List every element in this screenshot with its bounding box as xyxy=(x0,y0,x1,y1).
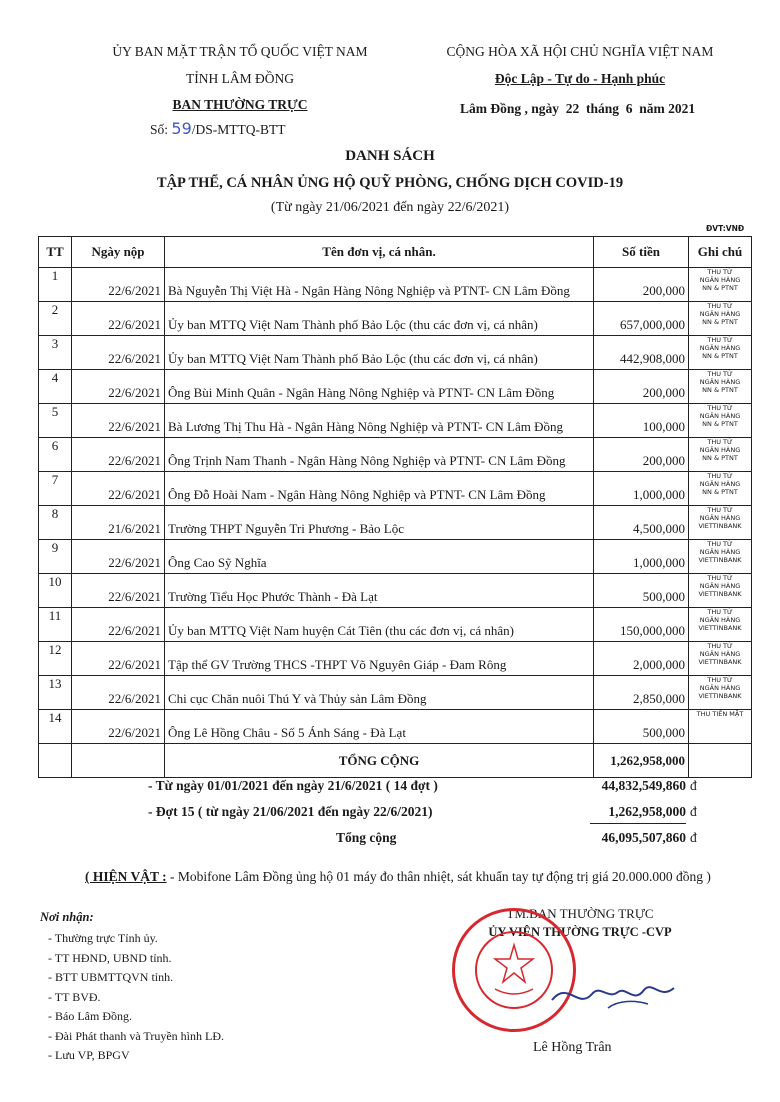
row-note xyxy=(689,336,752,370)
total-label: TỔNG CỘNG xyxy=(165,744,594,778)
row-note xyxy=(689,574,752,608)
row-note-line: NGÂN HÀNG xyxy=(699,650,741,658)
row-date: 22/6/2021 xyxy=(72,710,165,744)
row-note xyxy=(689,268,752,302)
col-date: Ngày nộp xyxy=(72,237,165,268)
row-note-line: NN & PTNT xyxy=(702,488,738,496)
row-number: 13 xyxy=(39,676,72,710)
col-name: Tên đơn vị, cá nhân. xyxy=(165,237,594,268)
row-number: 14 xyxy=(39,710,72,744)
row-note-line: THU TỪ xyxy=(707,574,733,582)
row-number: 12 xyxy=(39,642,72,676)
row-note xyxy=(689,540,752,574)
recipient-item: - Thường trực Tỉnh ủy. xyxy=(48,931,158,945)
row-number: 5 xyxy=(39,404,72,438)
row-name: Bà Lương Thị Thu Hà - Ngân Hàng Nông Nghiệp và PTNT- CN Lâm Đồng xyxy=(165,404,594,438)
signature-title-2: ỦY VIÊN THƯỜNG TRỰC -CVP xyxy=(488,925,672,939)
row-name: Ủy ban MTTQ Việt Nam Thành phố Bảo Lộc (thu các đơn vị, cá nhân) xyxy=(165,336,594,370)
row-note-line: THU TỪ xyxy=(707,268,733,276)
summary-line-2-label: - Đợt 15 ( từ ngày 21/06/2021 đến ngày 22/6/2021) xyxy=(148,804,433,819)
row-number: 6 xyxy=(39,438,72,472)
row-date: 22/6/2021 xyxy=(72,268,165,302)
row-number: 11 xyxy=(39,608,72,642)
donation-table xyxy=(38,236,752,778)
place-date: Lâm Đồng , ngày 22 tháng 6 năm 2021 xyxy=(460,101,696,116)
signer-name: Lê Hồng Trân xyxy=(533,1040,612,1055)
nation-motto: Độc Lập - Tự do - Hạnh phúc xyxy=(494,71,666,86)
table-row xyxy=(39,642,752,676)
row-note xyxy=(689,438,752,472)
row-note-line: NGÂN HÀNG xyxy=(699,684,741,692)
row-number: 9 xyxy=(39,540,72,574)
recipient-item: - Lưu VP, BPGV xyxy=(48,1048,130,1062)
row-note-line: THU TỪ xyxy=(707,540,733,548)
row-note-line: NGÂN HÀNG xyxy=(699,582,741,590)
row-amount: 200,000 xyxy=(594,438,689,472)
table-row xyxy=(39,506,752,540)
row-note xyxy=(689,506,752,540)
row-note-line: VIETTINBANK xyxy=(698,522,742,530)
row-name: Bà Nguyễn Thị Việt Hà - Ngân Hàng Nông Nghiệp và PTNT- CN Lâm Đồng xyxy=(165,268,594,302)
row-number: 4 xyxy=(39,370,72,404)
row-amount: 500,000 xyxy=(594,710,689,744)
table-row xyxy=(39,472,752,506)
total-row xyxy=(39,744,752,778)
row-note-line: NGÂN HÀNG xyxy=(699,412,741,420)
currency-symbol-3: đ xyxy=(690,830,697,845)
signature-title-1: TM.BAN THƯỜNG TRỰC xyxy=(506,906,654,921)
row-number: 8 xyxy=(39,506,72,540)
row-note xyxy=(689,710,752,744)
doc-title: DANH SÁCH xyxy=(345,148,435,164)
recipients-list xyxy=(48,929,224,1066)
table-row xyxy=(39,302,752,336)
row-note-line: NGÂN HÀNG xyxy=(699,276,741,284)
recipient-item: - Đài Phát thanh và Truyền hình LĐ. xyxy=(48,1028,224,1043)
row-note-line: VIETTINBANK xyxy=(698,658,742,666)
summary-total-label: Tổng cộng xyxy=(336,830,397,845)
total-value: 1,262,958,000 xyxy=(594,744,689,778)
row-date: 22/6/2021 xyxy=(72,676,165,710)
row-note-line: THU TỪ xyxy=(707,676,733,684)
doc-subtitle: TẬP THỂ, CÁ NHÂN ỦNG HỘ QUỸ PHÒNG, CHỐNG DỊCH COVID-19 xyxy=(156,175,624,191)
row-amount: 150,000,000 xyxy=(594,608,689,642)
table-header-row xyxy=(39,237,752,268)
row-note-line: NN & PTNT xyxy=(702,352,738,360)
row-note-line: NN & PTNT xyxy=(702,386,738,394)
row-amount: 2,000,000 xyxy=(594,642,689,676)
table-row xyxy=(39,370,752,404)
table-row xyxy=(39,268,752,302)
row-note-line: THU TỪ xyxy=(707,438,733,446)
table-row xyxy=(39,676,752,710)
row-note-line: NGÂN HÀNG xyxy=(699,446,741,454)
summary-line-2-value: 1,262,958,000 xyxy=(608,804,686,819)
currency-symbol-1: đ xyxy=(690,778,697,793)
row-note-line: THU TỪ xyxy=(707,472,733,480)
row-note-line: NGÂN HÀNG xyxy=(699,344,741,352)
table-row xyxy=(39,574,752,608)
summary-total-value: 46,095,507,860 xyxy=(601,830,686,845)
row-date: 22/6/2021 xyxy=(72,472,165,506)
row-date: 22/6/2021 xyxy=(72,370,165,404)
row-note-line: THU TỪ xyxy=(707,608,733,616)
row-date: 22/6/2021 xyxy=(72,438,165,472)
row-date: 22/6/2021 xyxy=(72,608,165,642)
row-amount: 500,000 xyxy=(594,574,689,608)
row-note-line: NGÂN HÀNG xyxy=(699,616,741,624)
row-date: 22/6/2021 xyxy=(72,302,165,336)
in-kind-note xyxy=(85,869,711,885)
row-note-line: VIETTINBANK xyxy=(698,624,742,632)
org-line-3: BAN THƯỜNG TRỰC xyxy=(172,97,308,112)
table-row xyxy=(39,710,752,744)
row-note-line: NGÂN HÀNG xyxy=(699,480,741,488)
recipient-item: - TT HĐND, UBND tỉnh. xyxy=(48,950,172,965)
row-date: 22/6/2021 xyxy=(72,574,165,608)
row-note-line: NGÂN HÀNG xyxy=(699,548,741,556)
row-note-line: THU TỪ xyxy=(707,370,733,378)
row-amount: 1,000,000 xyxy=(594,472,689,506)
row-note-line: NGÂN HÀNG xyxy=(699,310,741,318)
row-number: 10 xyxy=(39,574,72,608)
table-row xyxy=(39,608,752,642)
org-line-2: TỈNH LÂM ĐỒNG xyxy=(186,71,294,86)
row-note-line: THU TỪ xyxy=(707,506,733,514)
row-note xyxy=(689,608,752,642)
summary-divider xyxy=(590,823,686,824)
row-date: 22/6/2021 xyxy=(72,336,165,370)
row-note xyxy=(689,302,752,336)
row-number: 3 xyxy=(39,336,72,370)
row-date: 22/6/2021 xyxy=(72,404,165,438)
row-note xyxy=(689,472,752,506)
row-amount: 200,000 xyxy=(594,370,689,404)
row-amount: 4,500,000 xyxy=(594,506,689,540)
table-row xyxy=(39,336,752,370)
row-name: Trường Tiểu Học Phước Thành - Đà Lạt xyxy=(165,574,594,608)
row-note-line: NN & PTNT xyxy=(702,318,738,326)
row-note-line: THU TỪ xyxy=(707,302,733,310)
row-note-line: NN & PTNT xyxy=(702,284,738,292)
row-note xyxy=(689,642,752,676)
row-amount: 2,850,000 xyxy=(594,676,689,710)
col-tt: TT xyxy=(39,237,72,268)
signature-scribble-icon xyxy=(548,970,688,1020)
currency-unit: ĐVT:VNĐ xyxy=(706,224,745,233)
row-note-line: NGÂN HÀNG xyxy=(699,514,741,522)
org-line-1: ỦY BAN MẶT TRẬN TỔ QUỐC VIỆT NAM xyxy=(112,44,368,59)
currency-symbol-2: đ xyxy=(690,804,697,819)
table-row xyxy=(39,404,752,438)
row-number: 2 xyxy=(39,302,72,336)
recipient-item: - TT BVĐ. xyxy=(48,989,101,1004)
row-name: Ông Đỗ Hoài Nam - Ngân Hàng Nông Nghiệp và PTNT- CN Lâm Đồng xyxy=(165,472,594,506)
row-name: Ủy ban MTTQ Việt Nam Thành phố Bảo Lộc (thu các đơn vị, cá nhân) xyxy=(165,302,594,336)
row-note xyxy=(689,676,752,710)
row-date: 21/6/2021 xyxy=(72,506,165,540)
summary-line-1-value: 44,832,549,860 xyxy=(601,778,686,793)
row-note xyxy=(689,370,752,404)
col-amount: Số tiền xyxy=(594,237,689,268)
row-amount: 657,000,000 xyxy=(594,302,689,336)
recipients-title: Nơi nhận: xyxy=(40,910,94,924)
row-note-line: THU TỪ xyxy=(707,336,733,344)
row-date: 22/6/2021 xyxy=(72,540,165,574)
row-amount: 442,908,000 xyxy=(594,336,689,370)
nation-line-1: CỘNG HÒA XÃ HỘI CHỦ NGHĨA VIỆT NAM xyxy=(446,44,714,59)
row-name: Ông Trịnh Nam Thanh - Ngân Hàng Nông Nghiệp và PTNT- CN Lâm Đồng xyxy=(165,438,594,472)
row-number: 7 xyxy=(39,472,72,506)
row-name: Ông Cao Sỹ Nghĩa xyxy=(165,540,594,574)
in-kind-label: ( HIỆN VẬT : xyxy=(85,869,167,884)
recipient-item: - BTT UBMTTQVN tỉnh. xyxy=(48,970,174,984)
row-note-line: NGÂN HÀNG xyxy=(699,378,741,386)
row-note-line: VIETTINBANK xyxy=(698,692,742,700)
row-name: Ủy ban MTTQ Việt Nam huyện Cát Tiên (thu các đơn vị, cá nhân) xyxy=(165,608,594,642)
doc-period: (Từ ngày 21/06/2021 đến ngày 22/6/2021) xyxy=(270,200,510,215)
row-amount: 100,000 xyxy=(594,404,689,438)
row-note-line: VIETTINBANK xyxy=(698,556,742,564)
row-name: Ông Bùi Minh Quân - Ngân Hàng Nông Nghiệp và PTNT- CN Lâm Đồng xyxy=(165,370,594,404)
summary-line-1-label: - Từ ngày 01/01/2021 đến ngày 21/6/2021 ( 14 đợt ) xyxy=(148,778,438,793)
row-name: Tập thể GV Trường THCS -THPT Võ Nguyên Giáp - Đam Rông xyxy=(165,642,594,676)
row-name: Ông Lê Hồng Châu - Số 5 Ánh Sáng - Đà Lạt xyxy=(165,710,594,744)
col-note: Ghi chú xyxy=(689,237,752,268)
in-kind-text: - Mobifone Lâm Đồng ủng hộ 01 máy đo thân nhiệt, sát khuẩn tay tự động trị giá 20.000.000 đồng ) xyxy=(170,869,711,884)
row-name: Trường THPT Nguyễn Tri Phương - Bảo Lộc xyxy=(165,506,594,540)
row-note-line: THU TỪ xyxy=(707,404,733,412)
row-date: 22/6/2021 xyxy=(72,642,165,676)
row-note xyxy=(689,404,752,438)
row-note-line: NN & PTNT xyxy=(702,454,738,462)
row-amount: 200,000 xyxy=(594,268,689,302)
row-note-line: NN & PTNT xyxy=(702,420,738,428)
table-row xyxy=(39,438,752,472)
document-number: Số: 59/DS-MTTQ-BTT xyxy=(150,119,286,138)
row-amount: 1,000,000 xyxy=(594,540,689,574)
row-name: Chi cục Chăn nuôi Thú Y và Thủy sản Lâm Đồng xyxy=(165,676,594,710)
row-note-line: VIETTINBANK xyxy=(698,590,742,598)
row-number: 1 xyxy=(39,268,72,302)
row-note-line: THU TIỀN MẶT xyxy=(696,710,744,718)
table-row xyxy=(39,540,752,574)
row-note-line: THU TỪ xyxy=(707,642,733,650)
recipient-item: - Báo Lâm Đồng. xyxy=(48,1009,132,1023)
